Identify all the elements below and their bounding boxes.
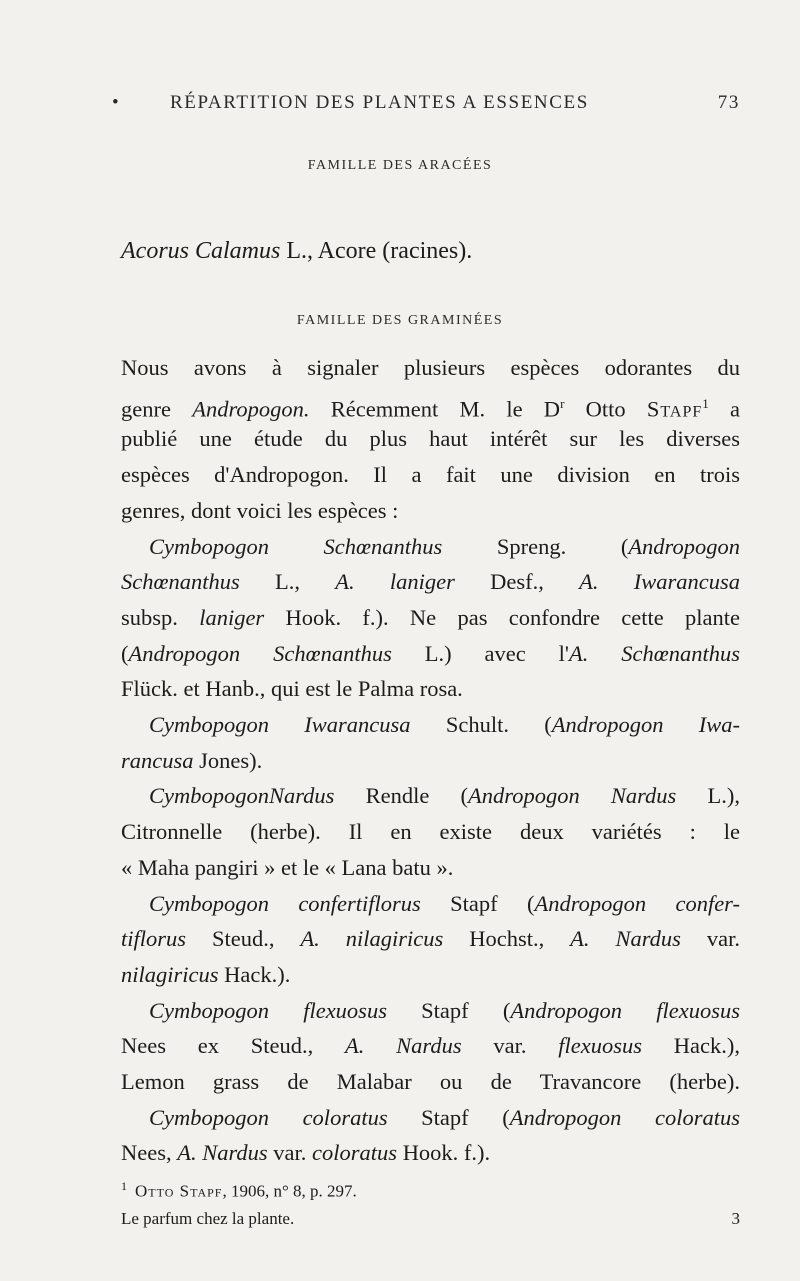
body-line [121,639,740,669]
body-line-fragment: Andropogon Schœnanthus [128,640,392,666]
body-line-fragment: Andropogon. [192,396,310,422]
body-line-fragment: Hook. f.). [397,1140,491,1166]
body-line-fragment: Stapf ( [420,890,535,916]
footnote [121,1179,740,1202]
body-line-fragment: nilagiricus [121,961,219,987]
body-line-fragment: Nees, [121,1140,178,1166]
body-line [149,710,740,740]
body-line-fragment: Stapf ( [387,1104,510,1130]
body-line-fragment: coloratus [312,1140,398,1166]
body-line-fragment: Andropogon Iwa- [551,712,740,737]
body-line-fragment: Schult. ( [410,712,552,737]
body-line-fragment: Cymbopogon Schœnanthus [149,533,443,559]
body-line [121,1031,740,1061]
body-line [121,1138,740,1168]
body-line [149,532,740,562]
section-heading-gramineae: FAMILLE DES GRAMINÉES [296,313,504,328]
acorus-description: L., Acore (racines). [280,238,473,264]
signature-line [121,1209,740,1229]
body-line-fragment: L.), [676,783,740,809]
body-line [121,1067,740,1097]
body-line-fragment: Stapf [646,396,703,422]
body-line-fragment: Cymbopogon Iwarancusa [149,712,411,737]
body-line-fragment: Cymbopogon coloratus [149,1104,388,1130]
body-line [121,817,740,847]
body-line [121,853,740,883]
body-line [149,996,740,1026]
body-line-fragment: A. nilagiricus [300,926,444,952]
body-line-fragment: Nous avons à signaler plusieurs espèces odorantes du [121,355,740,380]
body-line-fragment: Andropogon flexuosus [510,997,740,1023]
body-line-fragment: A. Nardus [345,1033,462,1059]
body-line-fragment: tiflorus [121,926,187,952]
signature-text: Le parfum chez la plante. [121,1209,295,1228]
running-title: RÉPARTITION DES PLANTES A ESSENCES [170,92,589,113]
acorus-entry [121,236,740,266]
body-line [121,567,740,597]
body-line-fragment: Spreng. ( [442,533,629,559]
body-line [121,603,740,633]
section-heading-araceae: FAMILLE DES ARACÉES [307,158,493,173]
body-line-fragment: ( [121,640,129,666]
body-line-fragment: Lemon grass de Malabar ou de Travancore (herbe). [121,1069,740,1094]
body-line-fragment: a [708,396,740,422]
body-line-fragment: Schœnanthus [121,569,240,595]
body-line-fragment: Andropogon confer- [534,890,740,916]
body-line-fragment: Nees ex Steud., [121,1033,346,1059]
body-line [121,960,740,990]
body-line-fragment: A. Schœnanthus [568,640,741,666]
body-line-fragment: Steud., [186,926,301,952]
body-line-fragment: var. [461,1033,559,1059]
body-line-fragment: Récemment M. le D [309,396,561,422]
body-line-fragment: Rendle ( [334,783,469,809]
body-line-fragment: laniger [199,604,265,630]
body-line-fragment: subsp. [121,604,200,630]
body-line-fragment: A. laniger [335,569,455,595]
body-line [121,746,740,776]
body-line-fragment: L.) avec l' [391,640,569,666]
body-line-fragment: var. [267,1140,313,1166]
footnote-marker: 1 [121,1179,127,1193]
footnote-citation: , 1906, n° 8, p. 297. [222,1181,357,1201]
body-line-fragment: Stapf ( [386,997,511,1023]
body-line-fragment: Jones). [193,747,263,773]
body-line-fragment: genres, dont voici les espèces : [121,497,399,523]
body-line-fragment: Cymbopogon flexuosus [149,997,387,1023]
body-line-fragment: CymbopogonNardus [149,783,335,809]
body-line [149,781,740,811]
body-line-fragment: flexuosus [558,1033,643,1059]
body-line-fragment: var. [680,926,740,952]
body-line-fragment: « Maha pangiri » et le « Lana batu ». [121,854,454,880]
body-line-fragment: Hack.). [218,961,291,987]
body-line [121,389,740,425]
body-line-fragment: Desf., [454,569,580,595]
body-line-fragment: 1 [702,395,709,411]
header-bullet: • [112,92,121,113]
body-line-fragment: espèces d'Andropogon. Il a fait une division en trois [121,462,740,488]
body-line [149,889,740,919]
body-line-fragment: A. Nardus [570,926,681,952]
body-line-fragment: rancusa [121,747,194,773]
body-line-fragment: Cymbopogon confertiflorus [149,890,421,916]
body-line [121,496,740,526]
body-line-fragment: publié une étude du plus haut intérêt sur les diverses [121,426,740,452]
body-line [149,1103,740,1133]
body-line [121,674,740,704]
signature-number: 3 [731,1209,740,1228]
body-line-fragment: A. Iwarancusa [579,569,740,595]
body-line-fragment: Hochst., [443,926,571,952]
body-line-fragment: Flück. et Hanb., qui est le Palma rosa. [121,676,463,702]
footnote-author: Otto Stapf [135,1181,223,1201]
body-line [121,460,740,490]
body-line-fragment: A. Nardus [177,1140,268,1166]
body-line-fragment: Hook. f.). Ne pas confondre cette plante [264,604,740,630]
body-line-fragment: genre [121,396,193,422]
body-line-fragment: Otto [564,396,647,422]
body-line-fragment: Hack.), [642,1033,740,1059]
body-line [121,353,740,383]
body-line [121,924,740,954]
body-line-fragment: Andropogon Nardus [468,783,677,809]
body-line [121,424,740,454]
body-line-fragment: Andropogon [628,533,740,559]
page-number: 73 [717,92,740,113]
body-line-fragment: Citronnelle (herbe). Il en existe deux variétés : le [121,819,740,845]
body-line-fragment: Andropogon coloratus [509,1104,740,1130]
body-line-fragment: r [560,395,565,411]
acorus-species-name: Acorus Calamus [121,238,281,264]
body-line-fragment: L., [239,569,336,595]
